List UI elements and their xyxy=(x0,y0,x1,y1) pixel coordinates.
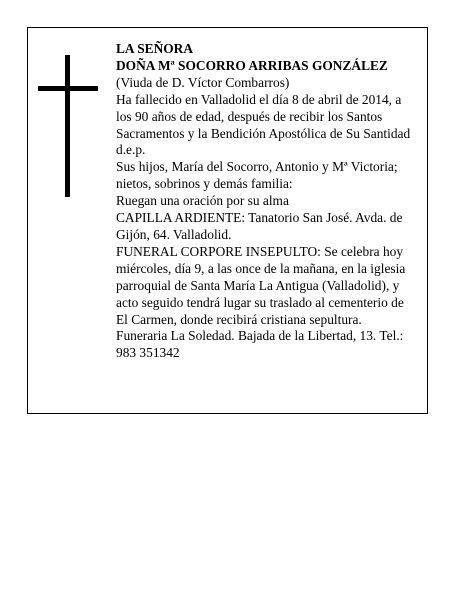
chapel-info: CAPILLA ARDIENTE: Tanatorio San José. Avda. de Gijón, 64. Valladolid. xyxy=(116,210,403,242)
notice-heading: LA SEÑORA xyxy=(116,41,194,56)
prayer-request: Ruegan una oración por su alma xyxy=(116,193,289,209)
cross-icon xyxy=(38,55,98,197)
family-members: Sus hijos, María del Socorro, Antonio y Mª Victoria; nietos, sobrinos y demás familia: xyxy=(116,159,398,192)
cross-horizontal-bar xyxy=(38,86,98,91)
deceased-name: DOÑA Mª SOCORRO ARRIBAS GONZÁLEZ xyxy=(116,57,388,73)
funeral-home-info: Funeraria La Soledad. Bajada de la Libertad, 13. Tel.: 983 351342 xyxy=(116,328,404,361)
obituary-notice xyxy=(27,27,428,414)
cross-vertical-bar xyxy=(65,55,70,197)
widow-note: (Viuda de D. Víctor Combarros) xyxy=(116,74,290,90)
funeral-info: FUNERAL CORPORE INSEPULTO: Se celebra hoy miércoles, día 9, a las once de la mañana, en la iglesia parroquial de Santa María La Antigua (Valladolid), y acto seguido tendrá lugar su traslado al cementerio de El Carmen, donde recibirá cristiana sepultura. xyxy=(116,243,406,327)
death-announcement: Ha fallecido en Valladolid el día 8 de abril de 2014, a los 90 años de edad, después de recibir los Santos Sacramentos y la Bendición Apostólica de Su Santidad d.e.p. xyxy=(116,91,411,158)
notice-text xyxy=(116,41,416,362)
